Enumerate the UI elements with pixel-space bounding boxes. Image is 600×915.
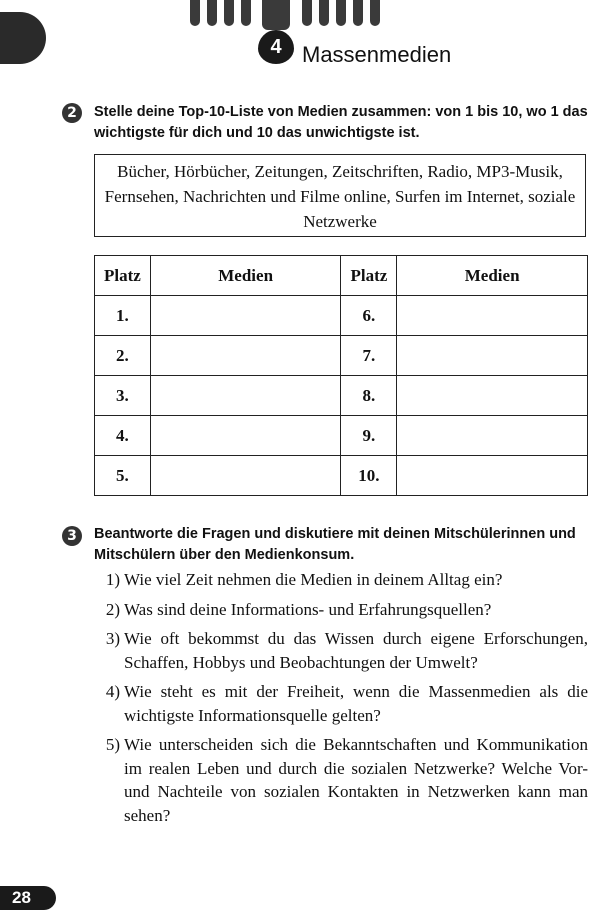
table-header-row — [95, 256, 588, 296]
list-item — [94, 598, 588, 622]
place-cell: 5. — [95, 456, 151, 496]
place-cell: 6. — [341, 296, 397, 336]
table-row — [95, 376, 588, 416]
media-entry-cell[interactable] — [397, 416, 588, 456]
media-entry-cell[interactable] — [150, 456, 341, 496]
question-number: 5) — [105, 735, 120, 754]
side-tab-decoration — [0, 12, 46, 64]
place-cell: 1. — [95, 296, 151, 336]
place-cell: 4. — [95, 416, 151, 456]
question-text: Was sind deine Informations- und Erfahrungsquellen? — [124, 599, 492, 619]
chapter-title: Massenmedien — [302, 42, 452, 67]
task-2-number-badge: 2 — [62, 103, 82, 123]
table-row — [95, 296, 588, 336]
header-stripe — [262, 0, 290, 30]
media-options-box — [94, 154, 586, 237]
header-stripe — [241, 0, 251, 26]
chapter-number-badge: 4 — [258, 30, 294, 64]
header-stripe — [302, 0, 312, 26]
header-stripe — [224, 0, 234, 26]
place-cell: 10. — [341, 456, 397, 496]
task-3-instruction: Beantworte die Fragen und diskutiere mit deinen Mitschülerinnen und Mitschülern über den Medienkonsum. — [94, 526, 576, 563]
media-entry-cell[interactable] — [397, 376, 588, 416]
question-number: 1) — [105, 570, 120, 589]
header-stripe — [336, 0, 346, 26]
header-medien-right: Medien — [397, 256, 588, 296]
header-stripe — [319, 0, 329, 26]
place-cell: 7. — [341, 336, 397, 376]
table-row — [95, 416, 588, 456]
media-entry-cell[interactable] — [150, 336, 341, 376]
list-item — [94, 627, 588, 674]
question-text: Wie unterscheiden sich die Bekanntschaften und Kommunikation im realen Leben und durch die sozialen Netzwerke? Welche Vor- und Nachteile von sozialen Kontakten in Netzwerken kann man sehen? — [124, 735, 588, 825]
task-2-instruction: Stelle deine Top-10-Liste von Medien zusammen: von 1 bis 10, wo 1 das wichtigste für dich und 10 das unwichtigste ist. — [94, 104, 588, 141]
ranking-table — [94, 255, 588, 496]
question-list — [94, 568, 588, 833]
question-number: 4) — [105, 682, 120, 701]
header-medien-left: Medien — [150, 256, 341, 296]
table-row — [95, 336, 588, 376]
media-entry-cell[interactable] — [397, 456, 588, 496]
media-entry-cell[interactable] — [150, 376, 341, 416]
header-stripe — [353, 0, 363, 26]
question-text: Wie oft bekommst du das Wissen durch eigene Erforschungen, Schaffen, Hobbys und Beobachtungen der Umwelt? — [124, 629, 588, 672]
header-stripe — [190, 0, 200, 26]
media-entry-cell[interactable] — [397, 296, 588, 336]
header-stripe — [370, 0, 380, 26]
place-cell: 8. — [341, 376, 397, 416]
table-row — [95, 456, 588, 496]
list-item — [94, 733, 588, 827]
question-text: Wie viel Zeit nehmen die Medien in deinem Alltag ein? — [124, 570, 503, 589]
media-entry-cell[interactable] — [397, 336, 588, 376]
media-entry-cell[interactable] — [150, 416, 341, 456]
question-number: 2) — [105, 599, 120, 619]
media-entry-cell[interactable] — [150, 296, 341, 336]
place-cell: 9. — [341, 416, 397, 456]
question-number: 3) — [105, 629, 120, 648]
place-cell: 3. — [95, 376, 151, 416]
list-item — [94, 680, 588, 727]
page-number: 28 — [0, 886, 56, 910]
list-item — [94, 568, 588, 592]
header-platz-right: Platz — [341, 256, 397, 296]
header-stripe — [207, 0, 217, 26]
task-3-number-badge: 3 — [62, 526, 82, 546]
question-text: Wie steht es mit der Freiheit, wenn die Massenmedien als die wichtigste Informationsquelle gelten? — [124, 682, 588, 725]
header-platz-left: Platz — [95, 256, 151, 296]
place-cell: 2. — [95, 336, 151, 376]
media-options-text: Bücher, Hörbücher, Zeitungen, Zeitschriften, Radio, MP3-Musik, Fernsehen, Nachrichten und Filme online, Surfen im Internet, soziale Netzwerke — [104, 162, 576, 231]
